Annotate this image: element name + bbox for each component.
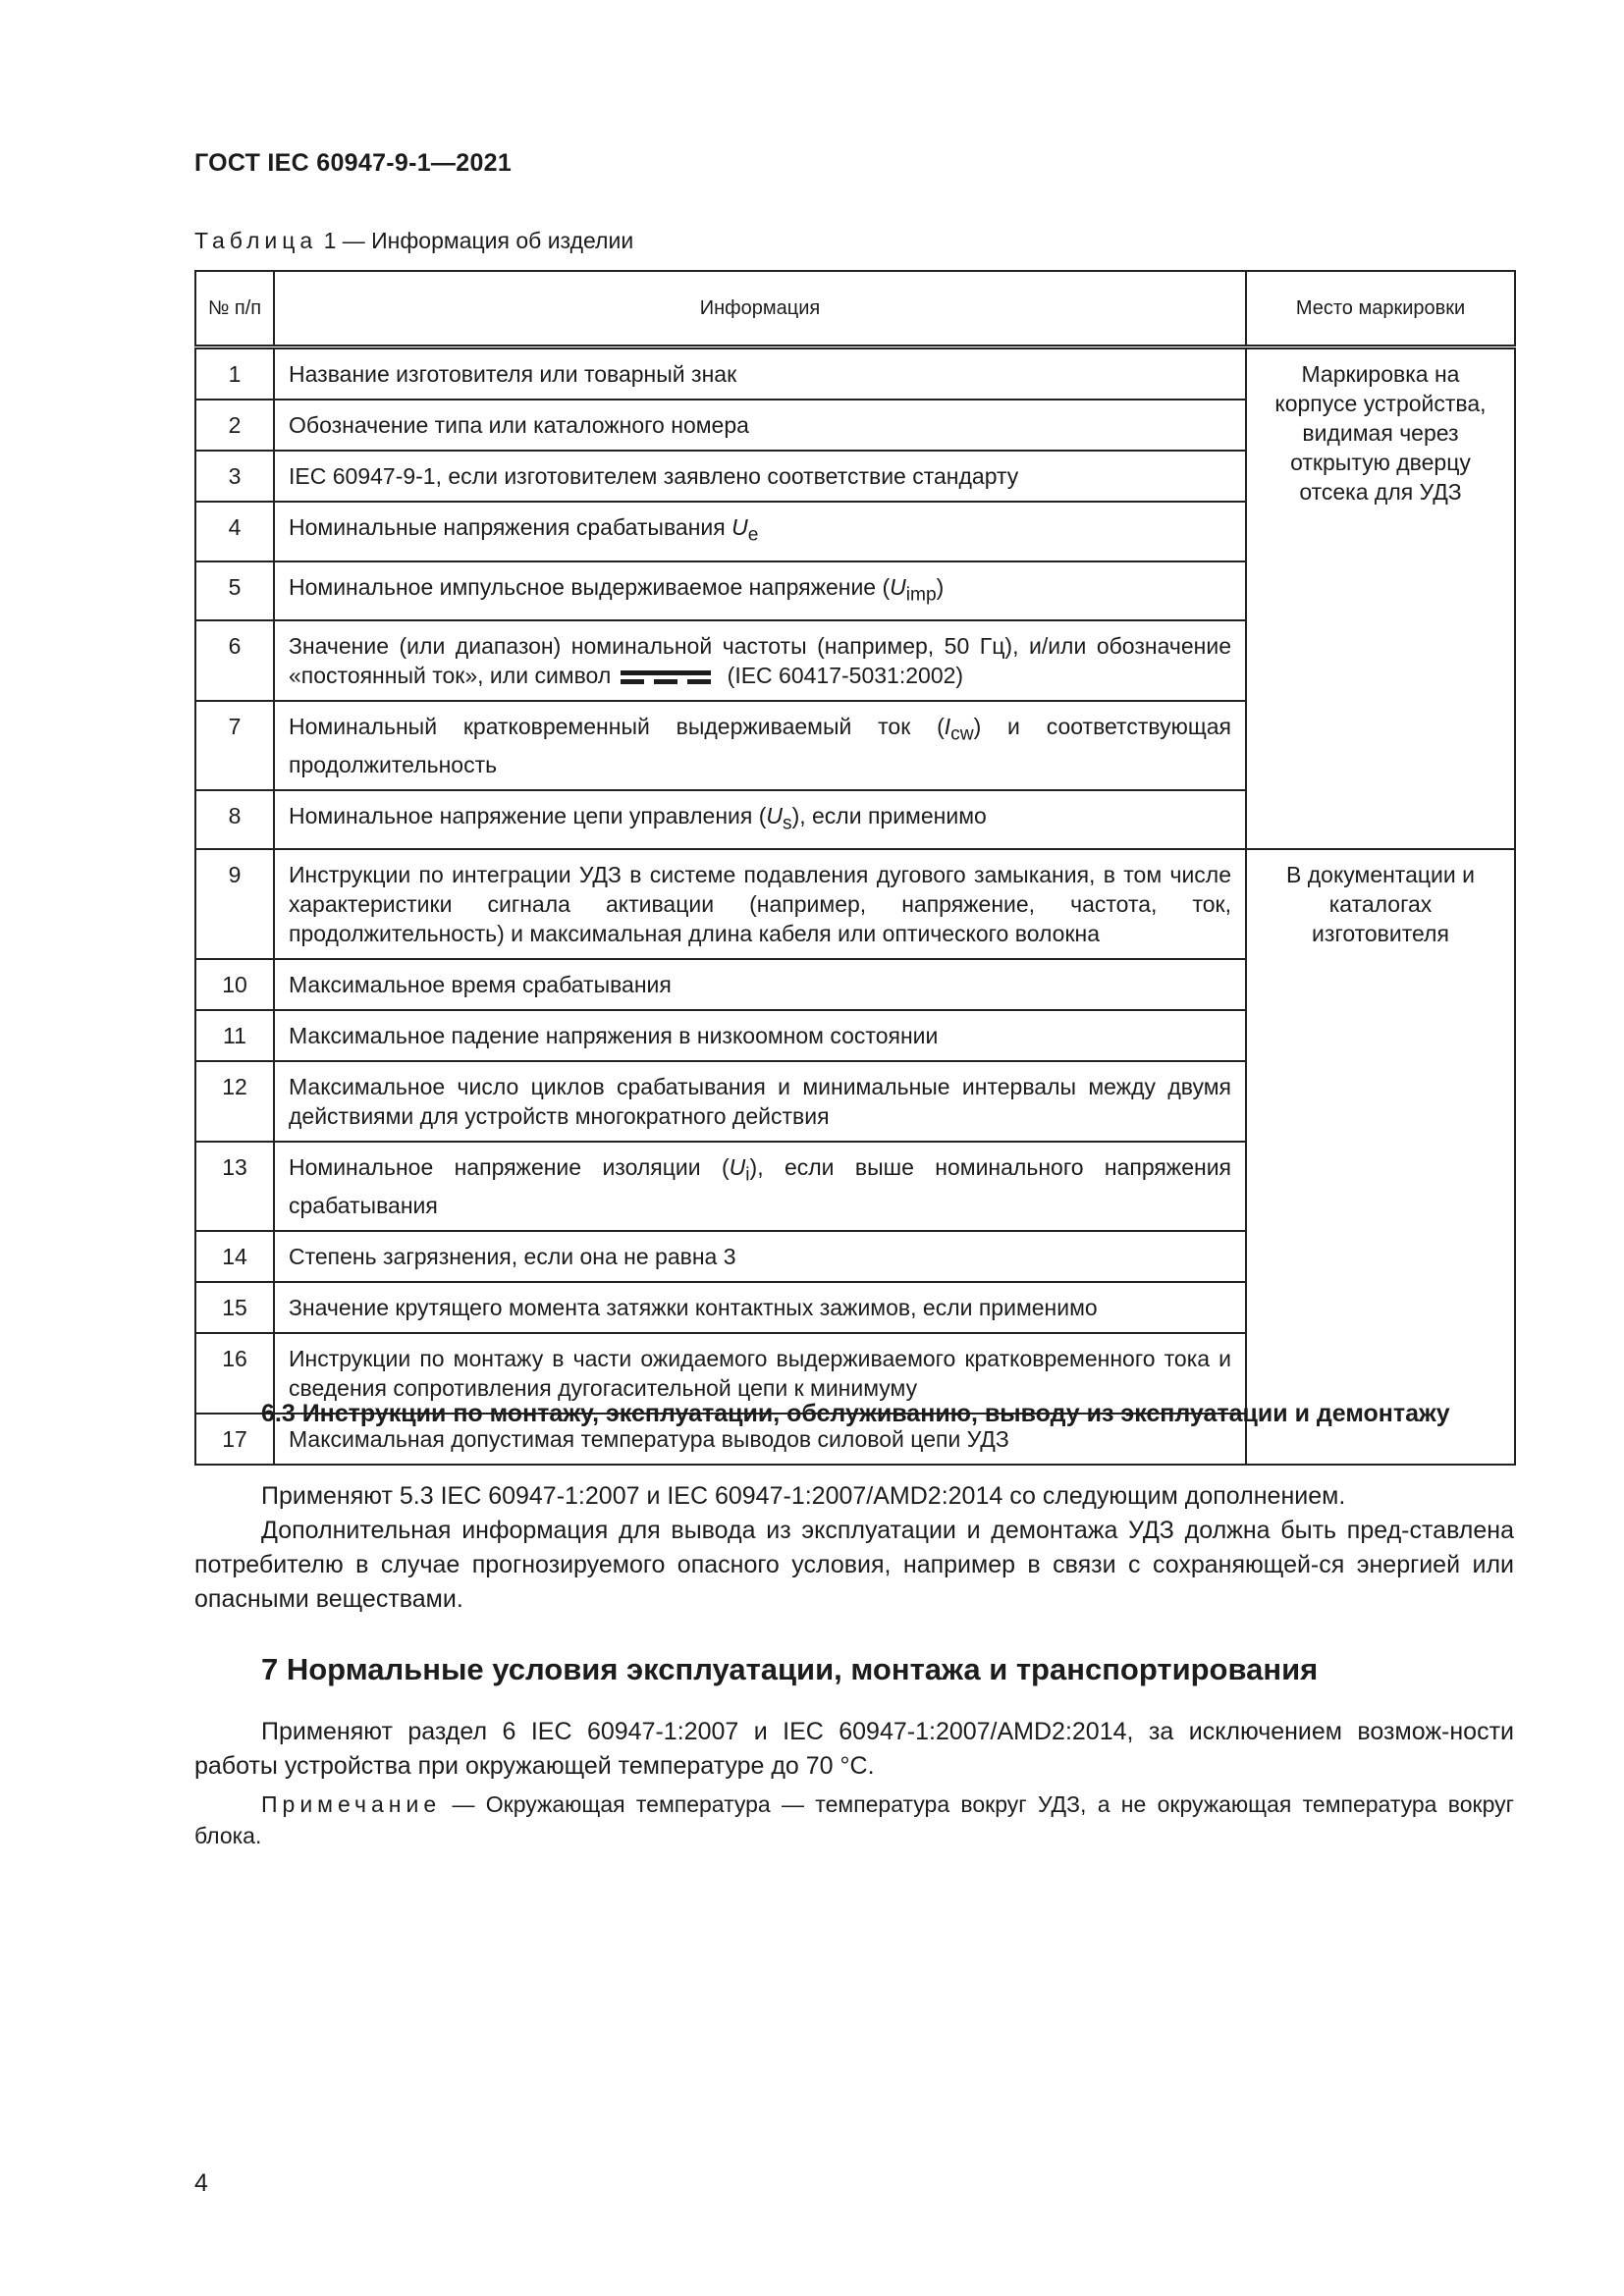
row-number: 5: [195, 561, 274, 621]
marking-place-device: Маркировка на корпусе устройства, видимая через открытую дверцу отсека для УДЗ: [1246, 347, 1515, 850]
row-number: 12: [195, 1061, 274, 1142]
row-number: 1: [195, 347, 274, 400]
table-row: [195, 347, 1515, 400]
symbol-subscript: i: [745, 1164, 750, 1186]
row-info: Обозначение типа или каталожного номера: [274, 400, 1246, 451]
row-text-tail: (IEC 60417-5031:2002): [721, 663, 964, 689]
row-number: 15: [195, 1282, 274, 1333]
row-number: 9: [195, 849, 274, 959]
row-number: 13: [195, 1142, 274, 1231]
row-text: Номинальные напряжения срабатывания: [289, 514, 732, 540]
table-caption-label: Таблица: [194, 228, 318, 253]
section-7-heading: 7 Нормальные условия эксплуатации, монтажа и транспортирования: [261, 1652, 1319, 1686]
section-6-3-paragraph-1: [194, 1479, 1514, 1514]
row-info: IEC 60947-9-1, если изготовителем заявлено соответствие стандарту: [274, 451, 1246, 502]
symbol-subscript: e: [747, 524, 759, 546]
row-text: Значение (или диапазон) номинальной частоты (например, 50 Гц), и/или обозначение «постоянный ток», или символ: [289, 633, 1231, 689]
row-info: Максимальная допустимая температура выводов силовой цепи УДЗ: [274, 1414, 1246, 1465]
row-number: 7: [195, 701, 274, 790]
table-header-row: [195, 271, 1515, 347]
row-number: 4: [195, 502, 274, 561]
table-caption-text: 1 — Информация об изделии: [317, 228, 634, 253]
row-number: 11: [195, 1010, 274, 1061]
symbol: U: [731, 514, 748, 540]
marking-place-documentation: В документации и каталогах изготовителя: [1246, 849, 1515, 1465]
paragraph-text: Применяют раздел 6 IEC 60947-1:2007 и IEC 60947-1:2007/AMD2:2014, за исключением возмож-ности работы устройства при окружающей температуре до 70 °С.: [194, 1718, 1514, 1780]
paragraph-text: Применяют 5.3 IEC 60947-1:2007 и IEC 60947-1:2007/AMD2:2014 со следующим дополнением.: [261, 1482, 1346, 1510]
row-info: Максимальное время срабатывания: [274, 959, 1246, 1010]
row-text: Номинальный кратковременный выдерживаемый ток (: [289, 714, 945, 740]
symbol: I: [944, 714, 951, 740]
symbol-subscript: s: [783, 813, 792, 834]
page-number: 4: [194, 2169, 208, 2197]
document-header: ГОСТ IEC 60947-9-1—2021: [194, 149, 513, 177]
row-info: Инструкции по интеграции УДЗ в системе подавления дугового замыкания, в том числе характеристики сигнала активации (например, напряжение, частота, ток, продолжительность) и максимальная длина кабеля или оптического волокна: [274, 849, 1246, 959]
row-info: Инструкции по монтажу в части ожидаемого выдерживаемого кратковременного тока и сведения сопротивления дугогасительной цепи к минимуму: [274, 1333, 1246, 1414]
column-header-info: Информация: [274, 271, 1246, 347]
row-text-tail: ), если применимо: [791, 802, 987, 828]
row-text: Номинальное импульсное выдерживаемое напряжение (: [289, 573, 891, 600]
column-header-num: № п/п: [195, 271, 274, 347]
section-7-paragraph-1: [194, 1715, 1514, 1784]
row-info: Название изготовителя или товарный знак: [274, 347, 1246, 400]
row-number: 8: [195, 790, 274, 850]
symbol-subscript: imp: [905, 584, 937, 606]
row-info: [274, 502, 1246, 561]
note: [194, 1789, 1514, 1851]
row-info: Степень загрязнения, если она не равна 3: [274, 1231, 1246, 1282]
row-text-tail: ), если выше номинального напряжения срабатывания: [289, 1154, 1231, 1218]
product-info-table: [194, 270, 1516, 1466]
note-text: — Окружающая температура — температура вокруг УДЗ, а не окружающая температура вокруг блока.: [194, 1791, 1514, 1848]
direct-current-symbol-icon: [617, 668, 715, 686]
row-info: [274, 561, 1246, 621]
symbol-subscript: cw: [950, 723, 974, 745]
row-number: 16: [195, 1333, 274, 1414]
row-info: [274, 1142, 1246, 1231]
row-info: [274, 701, 1246, 790]
row-number: 17: [195, 1414, 274, 1465]
row-text: Номинальное напряжение цепи управления (: [289, 802, 767, 828]
paragraph-text: Дополнительная информация для вывода из эксплуатации и демонтажа УДЗ должна быть пред-ставлена потребителю в случае прогнозируемого опасного условия, например в связи с сохраняющей-ся энергией или опасными веществами.: [194, 1517, 1514, 1613]
row-info: [274, 620, 1246, 701]
row-info: Максимальное число циклов срабатывания и минимальные интервалы между двумя действиями для устройств многократного действия: [274, 1061, 1246, 1142]
column-header-place: Место маркировки: [1246, 271, 1515, 347]
table-row: [195, 849, 1515, 959]
row-text-tail: ): [936, 573, 945, 600]
row-text: Номинальное напряжение изоляции (: [289, 1154, 730, 1181]
note-label: Примечание: [261, 1791, 442, 1817]
section-6-3-paragraph-2: [194, 1514, 1514, 1617]
symbol: U: [766, 802, 783, 828]
row-number: 2: [195, 400, 274, 451]
symbol: U: [890, 573, 906, 600]
row-number: 3: [195, 451, 274, 502]
row-info: [274, 790, 1246, 850]
row-number: 10: [195, 959, 274, 1010]
row-info: Максимальное падение напряжения в низкоомном состоянии: [274, 1010, 1246, 1061]
row-text-tail: ) и соответствующая продолжительность: [289, 714, 1231, 777]
symbol: U: [729, 1154, 746, 1181]
row-number: 14: [195, 1231, 274, 1282]
row-number: 6: [195, 620, 274, 701]
row-info: Значение крутящего момента затяжки контактных зажимов, если применимо: [274, 1282, 1246, 1333]
table-caption: [194, 228, 633, 254]
section-6-3-heading: 6.3 Инструкции по монтажу, эксплуатации, обслуживанию, выводу из эксплуатации и демонтажу: [261, 1400, 1450, 1427]
